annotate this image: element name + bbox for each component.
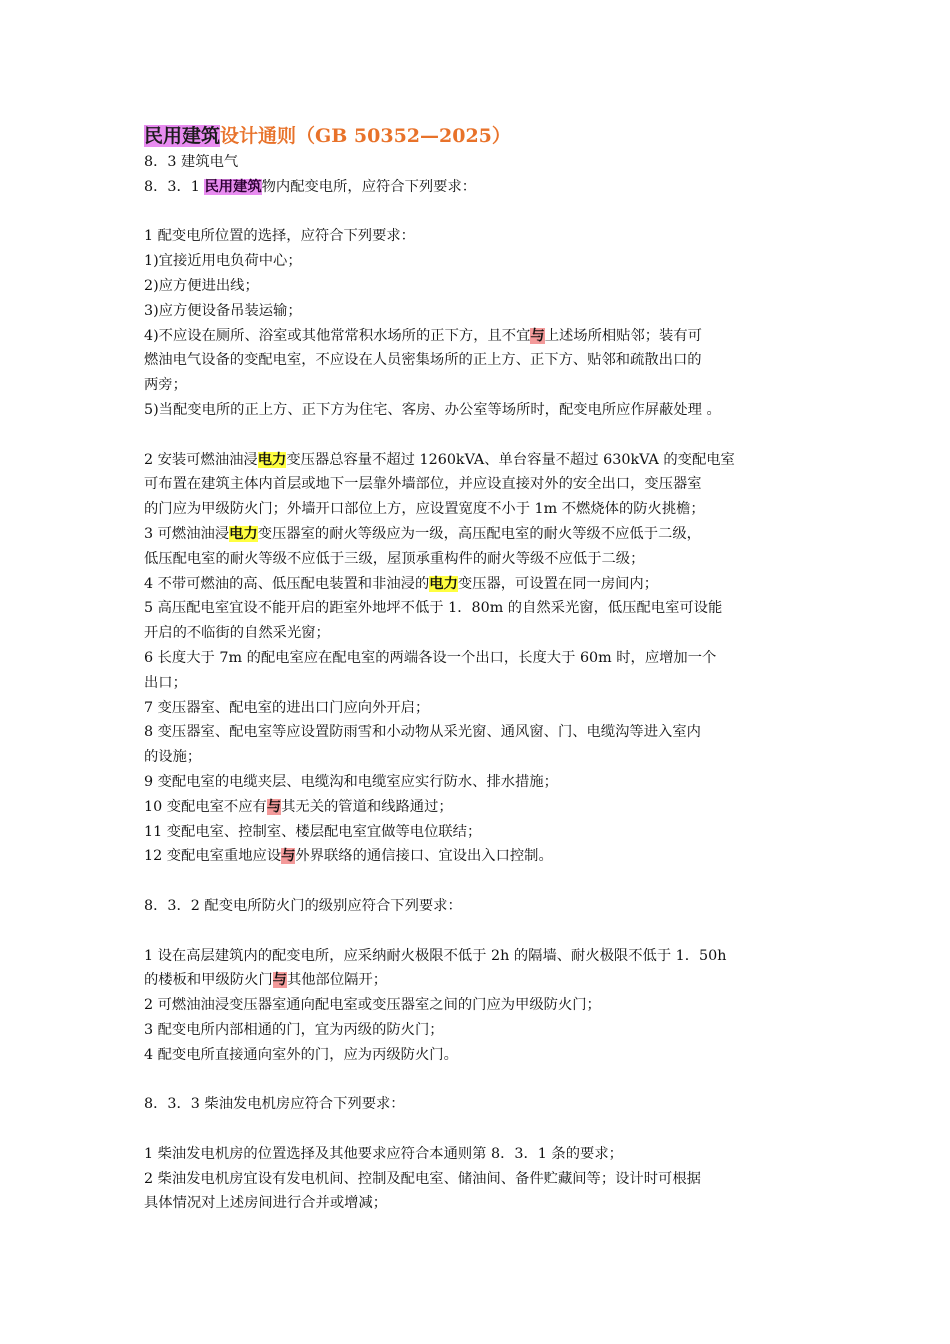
text-segment: 上述场所相贴邻；装有可 [544,327,702,344]
text-line: 低压配电室的耐火等级不应低于三级，屋顶承重构件的耐火等级不应低于二级； [144,550,645,567]
blank-line [144,869,824,894]
text-line: 2 可燃油油浸变压器室通向配电室或变压器室之间的门应为甲级防火门； [144,997,601,1014]
text-line: 8．3．2 配变电所防火门的级别应符合下列要求： [144,897,462,914]
text-line: 出口； [144,674,187,691]
text-line: 1 设在高层建筑内的配变电所，应采纳耐火极限不低于 2h 的隔墙、耐火极限不低于 1．50h [144,947,727,964]
text-line [144,968,824,993]
text-line: 11 变配电室、控制室、楼层配电室宜做等电位联结； [144,823,482,840]
text-line: 3 配变电所内部相通的门，宜为丙级的防火门； [144,1021,444,1038]
keyword-highlight: 电力 [229,525,258,542]
text-line: 1)宜接近用电负荷中心； [144,253,302,270]
keyword-highlight: 与 [530,327,545,344]
text-segment: 物内配变电所，应符合下列要求： [261,178,477,195]
text-line: 8．3 建筑电气 [144,154,239,170]
text-line [144,522,824,547]
text-segment: 12 变配电室重地应设 [144,848,282,865]
text-segment: 的楼板和甲级防火门 [144,972,273,989]
keyword-highlight: 电力 [257,451,287,468]
text-line [144,844,824,869]
text-line: 5)当配变电所的正上方、正下方为住宅、客房、办公室等场所时，配变电所应作屏蔽处理 。 [144,401,721,418]
text-segment: 2 安装可燃油油浸 [144,451,258,468]
keyword-highlight: 民用建筑 [204,178,262,195]
text-line: 2 柴油发电机房宜设有发电机间、控制及配电室、储油间、备件贮藏间等；设计时可根据 [144,1170,701,1187]
text-line: 9 变配电室的电缆夹层、电缆沟和电缆室应实行防水、排水措施； [144,773,558,790]
blank-line [144,423,824,448]
text-line: 4 配变电所直接通向室外的门，应为丙级防火门。 [144,1046,458,1063]
text-segment: 其他部位隔开； [286,972,388,989]
text-line: 5 高压配电室宜设不能开启的距室外地坪不低于 1．80m 的自然采光窗，低压配电室可设能 [144,600,723,617]
text-segment: 3 可燃油油浸 [144,525,230,542]
title-highlight: 民用建筑 [144,125,221,147]
text-line: 2)应方便进出线； [144,277,259,294]
text-line: 的设施； [144,749,202,766]
text-line [144,572,824,597]
text-line: 的门应为甲级防火门；外墙开口部位上方，应设置宽度不小于 1m 不燃烧体的防火挑檐； [144,501,705,518]
text-line: 6 长度大于 7m 的配电室应在配电室的两端各设一个出口，长度大于 60m 时，应增加一个 [144,649,717,666]
text-segment: 8．3．1 [144,178,205,195]
text-line: 开启的不临街的自然采光窗； [144,625,330,642]
text-line [144,795,824,820]
blank-line [144,1067,824,1092]
keyword-highlight: 电力 [429,575,458,592]
keyword-highlight: 与 [281,848,296,865]
text-line: 两旁； [144,377,187,394]
text-line [144,324,824,349]
text-segment: 10 变配电室不应有 [144,798,267,815]
text-line: 可布置在建筑主体内首层或地下一层靠外墙部位，并应设直接对外的安全出口，变压器室 [144,476,702,493]
text-segment: 变压器，可设置在同一房间内； [457,575,659,592]
text-line: 1 柴油发电机房的位置选择及其他要求应符合本通则第 8．3．1 条的要求； [144,1145,623,1162]
title-rest: 设计通则（GB 50352—2025） [220,125,511,147]
text-line: 燃油电气设备的变配电室，不应设在人员密集场所的正上方、正下方、贴邻和疏散出口的 [144,352,702,369]
text-segment: 其无关的管道和线路通过； [281,798,453,815]
text-segment: 4 不带可燃油的高、低压配电装置和非油浸的 [144,575,430,592]
blank-line [144,200,824,225]
text-segment: 变压器室的耐火等级应为一级，高压配电室的耐火等级不应低于二级， [257,525,701,542]
keyword-highlight: 与 [266,798,282,815]
text-segment: 外界联络的通信接口、宜设出入口控制。 [295,848,553,865]
text-line: 7 变压器室、配电室的进出口门应向外开启； [144,699,430,716]
text-line [144,448,824,473]
text-line: 8 变压器室、配电室等应设置防雨雪和小动物从采光窗、通风窗、门、电缆沟等进入室内 [144,724,701,741]
text-line: 8．3．3 柴油发电机房应符合下列要求： [144,1096,405,1113]
text-line: 1 配变电所位置的选择，应符合下列要求： [144,228,415,245]
text-segment: 4)不应设在厕所、浴室或其他常常积水场所的正下方，且不宜 [144,327,531,344]
text-line: 3)应方便设备吊装运输； [144,302,302,319]
text-segment: 变压器总容量不超过 1260kVA、单台容量不超过 630kVA 的变配电室 [286,451,735,468]
text-line [144,175,824,200]
text-line: 具体情况对上述房间进行合并或增减； [144,1195,388,1212]
keyword-highlight: 与 [272,972,287,989]
document-title [144,122,824,150]
document-body [144,122,824,1216]
blank-line [144,1117,824,1142]
blank-line [144,919,824,944]
